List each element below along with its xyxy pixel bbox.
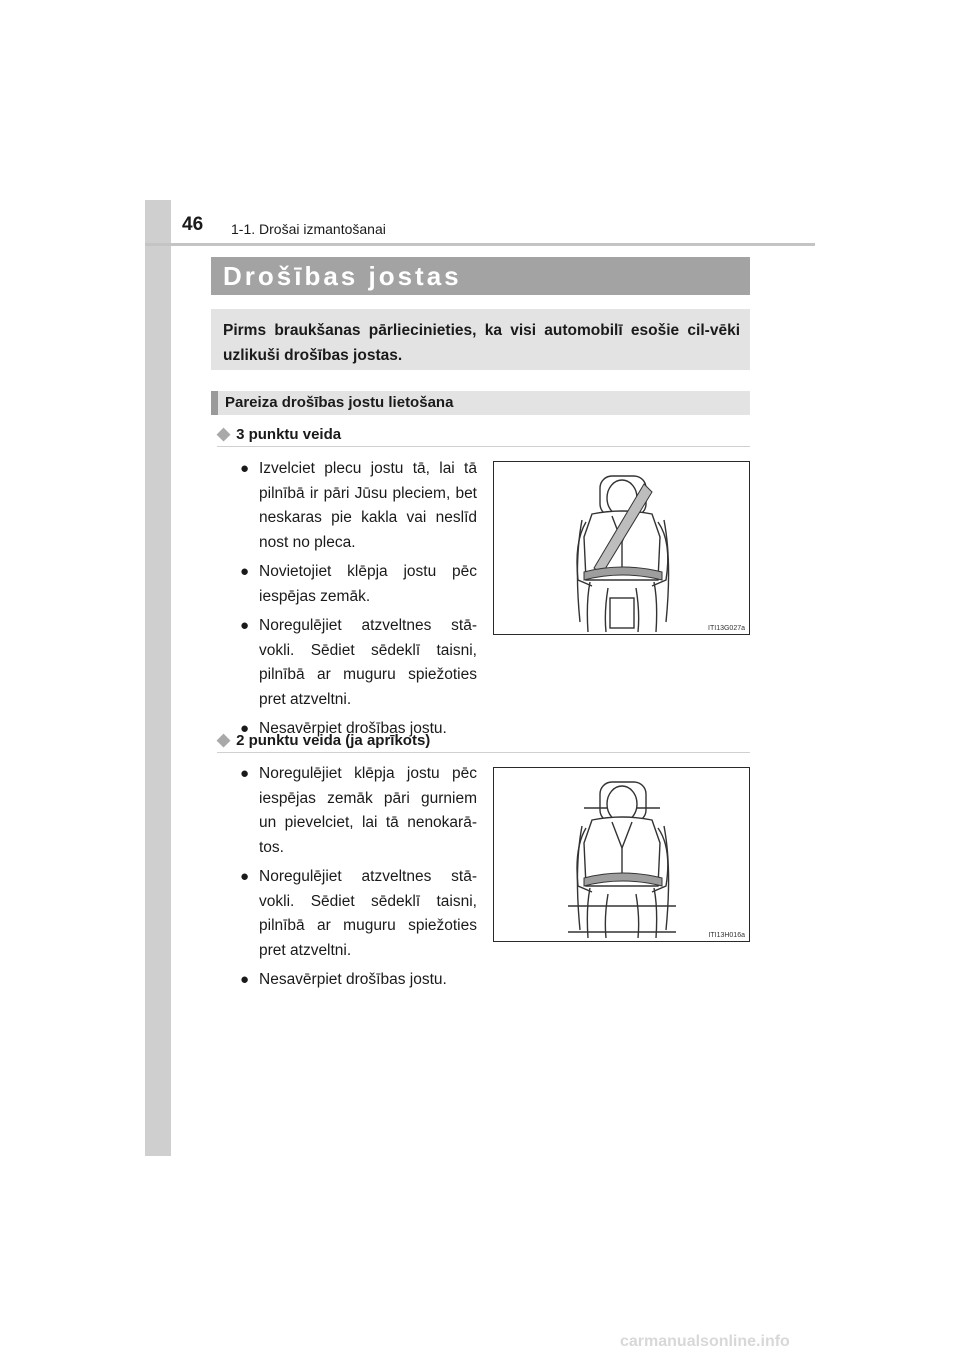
chapter-title: 1-1. Drošai izmantošanai [231,221,386,237]
list-item: ● Novietojiet klēpja jostu pēc iespējas zemāk. [240,560,477,609]
diamond-icon: ◆ [217,424,231,443]
list-item: ● Noregulējiet klēpja jostu pēc iespējas zemāk pāri gurniem un pievelciet, lai tā nenokarā-tos. [240,762,477,860]
section-title-2-point: ◆ 2 punktu veida (ja aprīkots) [217,730,431,749]
section-title-3-point: ◆ 3 punktu veida [217,424,342,443]
section-rule [217,446,750,447]
bullet-list-2-point [240,762,477,998]
subheading-bar [211,391,750,415]
subheading-accent [211,391,218,415]
chapter-sidebar-tab [145,200,171,1156]
page-title-bar [211,257,750,295]
bullet-dot-icon: ● [240,765,250,782]
page-title: Drošības jostas [223,261,462,291]
page-number: 46 [182,214,204,235]
bullet-dot-icon: ● [240,460,250,477]
seated-person-3-point-icon [494,462,749,634]
intro-box: Pirms braukšanas pārliecinieties, ka visi automobilī esošie cil-vēki uzlikuši drošības jostas. [211,309,750,370]
diamond-icon: ◆ [217,730,231,749]
bullet-dot-icon: ● [240,971,250,988]
list-item: ● Izvelciet plecu jostu tā, lai tā pilnībā ir pāri Jūsu pleciem, bet neskaras pie kakla vai neslīd nost no pleca. [240,457,477,555]
list-item: ● Nesavērpiet drošības jostu. [240,968,477,993]
bullet-dot-icon: ● [240,720,250,737]
illustration-code: ITI13H016a [708,932,745,939]
illustration-3-point-belt [493,461,750,635]
bullet-dot-icon: ● [240,617,250,634]
list-item: ● Noregulējiet atzveltnes stā-vokli. Sēdiet sēdeklī taisni, pilnībā ar muguru spiežoties pret atzveltni. [240,865,477,963]
section-rule [217,752,750,753]
header-rule [145,243,815,246]
bullet-dot-icon: ● [240,563,250,580]
illustration-2-point-belt [493,767,750,942]
list-item: ● Nesavērpiet drošības jostu. [240,717,477,742]
seated-person-2-point-icon [494,768,749,941]
illustration-code: ITI13G027a [708,625,745,632]
bullet-dot-icon: ● [240,868,250,885]
watermark: carmanualsonline.info [620,1333,790,1350]
bullet-list-3-point [240,457,477,747]
list-item: ● Noregulējiet atzveltnes stā-vokli. Sēdiet sēdeklī taisni, pilnībā ar muguru spiežoties pret atzveltni. [240,614,477,712]
subheading: Pareiza drošības jostu lietošana [225,394,454,411]
